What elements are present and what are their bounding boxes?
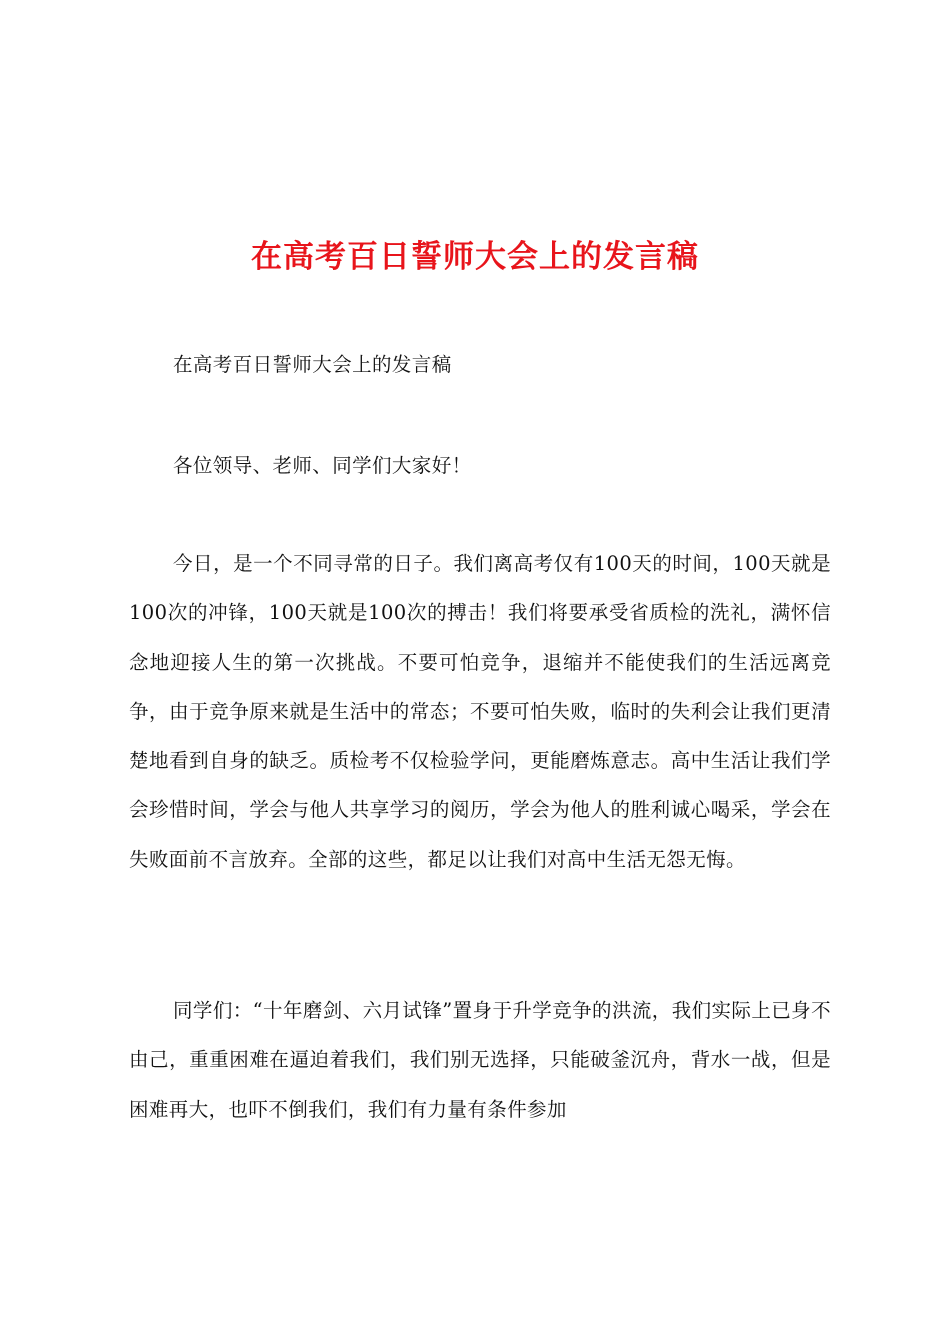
document-title: 在高考百日誓师大会上的发言稿 <box>251 238 699 275</box>
paragraph-subtitle: 在高考百日誓师大会上的发言稿 <box>173 353 452 376</box>
paragraph-greeting: 各位领导、老师、同学们大家好！ <box>173 454 472 477</box>
paragraph-body-2: 同学们：“十年磨剑、六月试锋”置身于升学竞争的洪流，我们实际上已身不由己，重重困难在逼迫着我们，我们别无选择，只能破釜沉舟，背水一战，但是困难再大，也吓不倒我们，我们有力量有条件参加 <box>129 999 831 1121</box>
paragraph-body-1: 今日，是一个不同寻常的日子。我们离高考仅有100天的时间，100天就是100次的冲锋，100天就是100次的搏击！我们将要承受省质检的洗礼，满怀信念地迎接人生的第一次挑战。不要可怕竞争，退缩并不能使我们的生活远离竞争，由于竞争原来就是生活中的常态；不要可怕失败，临时的失利会让我们更清楚地看到自身的缺乏。质检考不仅检验学问，更能磨炼意志。高中生活让我们学会珍惜时间，学会与他人共享学习的阅历，学会为他人的胜利诚心喝采，学会在失败面前不言放弃。全部的这些，都足以让我们对高中生活无怨无悔。 <box>129 552 831 871</box>
